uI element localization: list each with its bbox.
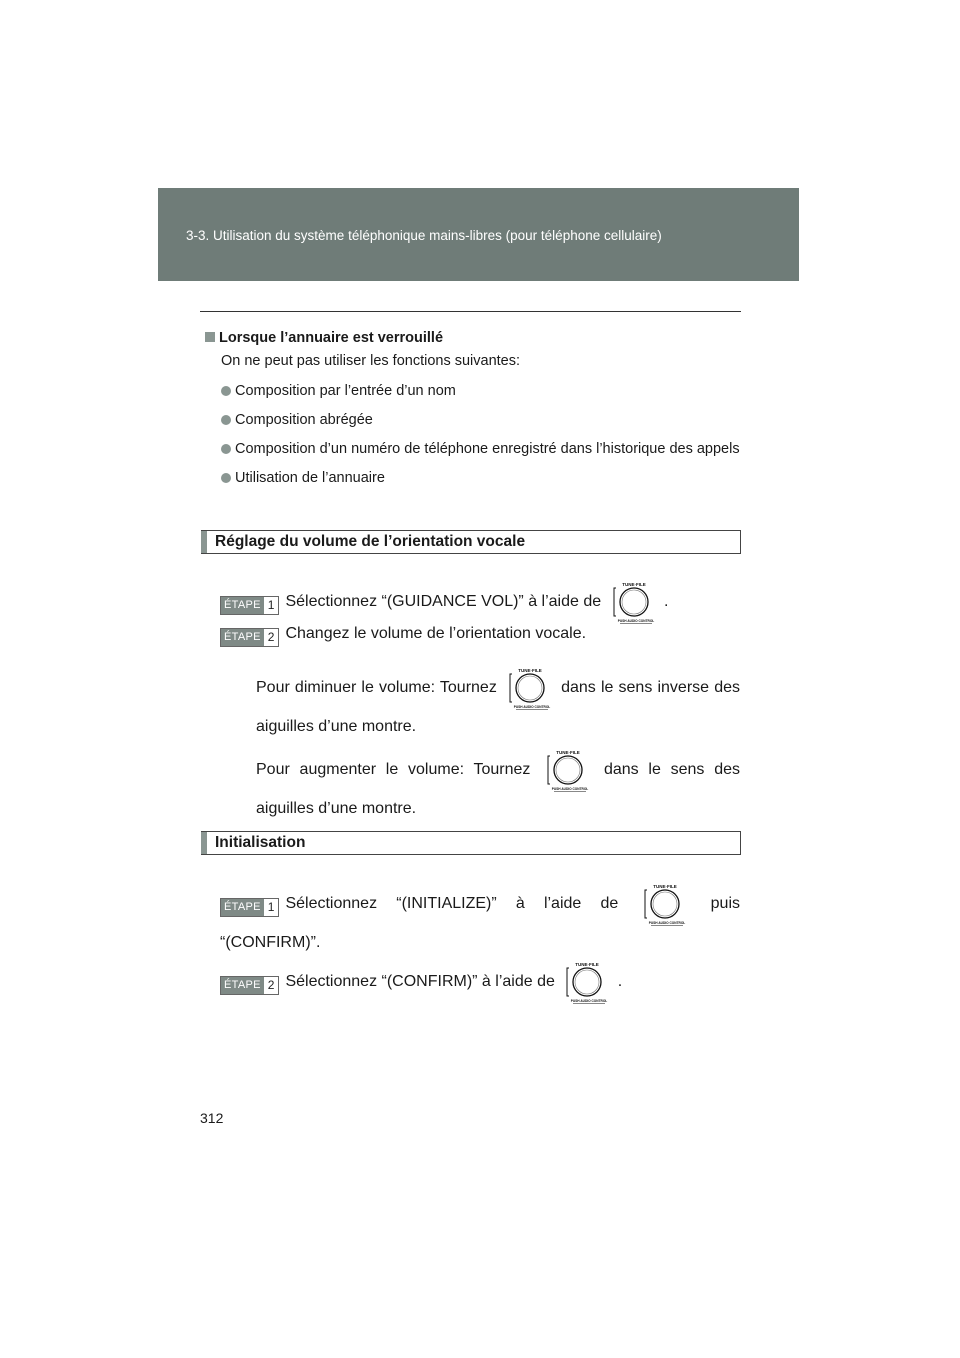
knob-bottom-label: PUSH AUDIO CONTROL xyxy=(571,999,608,1003)
knob-ring xyxy=(573,968,601,996)
knob-ring xyxy=(651,890,679,918)
knob-top-label: TUNE·FILE xyxy=(575,962,600,967)
bullet-dot-icon xyxy=(221,444,231,454)
bullet-dot-icon xyxy=(221,415,231,425)
knob-bracket xyxy=(548,756,550,784)
knob-bottom-label: PUSH AUDIO CONTROL xyxy=(617,619,654,623)
knob-ring xyxy=(516,674,544,702)
step-badge: ÉTAPE 2 xyxy=(220,628,279,647)
note-block xyxy=(205,330,745,498)
list-item: Composition abrégée xyxy=(221,411,745,430)
step-badge: ÉTAPE 1 xyxy=(220,898,279,917)
tune-file-knob-icon xyxy=(639,882,689,926)
list-item: Utilisation de l’annuaire xyxy=(221,469,745,488)
knob-bracket xyxy=(645,890,647,918)
bullet-dot-icon xyxy=(221,386,231,396)
tune-file-knob-icon xyxy=(561,960,611,1004)
tune-file-knob-icon xyxy=(504,666,554,710)
knob-ring xyxy=(554,756,582,784)
knob-bracket xyxy=(614,588,616,616)
list-item: Composition d’un numéro de téléphone enregistré dans l’historique des appels xyxy=(221,440,745,459)
decrease-volume-text: Pour diminuer le volume: Tournez TUNE·FILE PUSH AUDIO CONTROL dans le sens inverse des aiguilles d’une montre. xyxy=(256,668,740,735)
step-badge: ÉTAPE 1 xyxy=(220,596,279,615)
knob-top-label: TUNE·FILE xyxy=(621,582,646,587)
step-badge: ÉTAPE 2 xyxy=(220,976,279,995)
page-number: 312 xyxy=(200,1110,224,1126)
knob-top-label: TUNE·FILE xyxy=(518,668,542,673)
note-title: Lorsque l’annuaire est verrouillé xyxy=(205,330,745,346)
section-heading-initialisation: Initialisation xyxy=(201,831,741,855)
tune-file-knob-icon xyxy=(542,748,592,792)
step-1-initialize: ÉTAPE 1 Sélectionnez “(INITIALIZE)” à l’aide de TUNE·FILE PUSH AUDIO CONTROL puis “(CONFIRM)”. xyxy=(220,884,741,951)
knob-bottom-label: PUSH AUDIO CONTROL xyxy=(513,705,551,709)
knob-bottom-label: PUSH AUDIO CONTROL xyxy=(551,787,589,791)
note-intro: On ne peut pas utiliser les fonctions suivantes: xyxy=(221,353,521,369)
knob-top-label: TUNE·FILE xyxy=(653,884,678,889)
step-1-guidance-vol: ÉTAPE 1 Sélectionnez “(GUIDANCE VOL)” à l’aide de TUNE·FILE PUSH AUDIO CONTROL . xyxy=(220,580,740,624)
square-bullet-icon xyxy=(205,332,215,342)
header-band xyxy=(158,188,799,281)
increase-volume-text: Pour augmenter le volume: Tournez TUNE·FILE PUSH AUDIO CONTROL dans le sens des aiguilles d’une montre. xyxy=(256,750,740,817)
knob-bottom-label: PUSH AUDIO CONTROL xyxy=(649,921,686,925)
knob-ring xyxy=(620,588,648,616)
knob-bracket xyxy=(510,674,512,702)
section-heading-guidance-volume: Réglage du volume de l’orientation vocale xyxy=(201,530,741,554)
bullet-dot-icon xyxy=(221,473,231,483)
step-2-change-volume: ÉTAPE 2 Changez le volume de l’orientation vocale. xyxy=(220,617,740,651)
knob-bracket xyxy=(567,968,569,996)
list-item: Composition par l’entrée d’un nom xyxy=(221,382,745,401)
chapter-title: 3-3. Utilisation du système téléphonique mains-libres (pour téléphone cellulaire) xyxy=(186,228,662,243)
step-2-confirm: ÉTAPE 2 Sélectionnez “(CONFIRM)” à l’aide de TUNE·FILE PUSH AUDIO CONTROL . xyxy=(220,960,740,1004)
header-rule xyxy=(200,311,741,312)
knob-top-label: TUNE·FILE xyxy=(556,750,580,755)
